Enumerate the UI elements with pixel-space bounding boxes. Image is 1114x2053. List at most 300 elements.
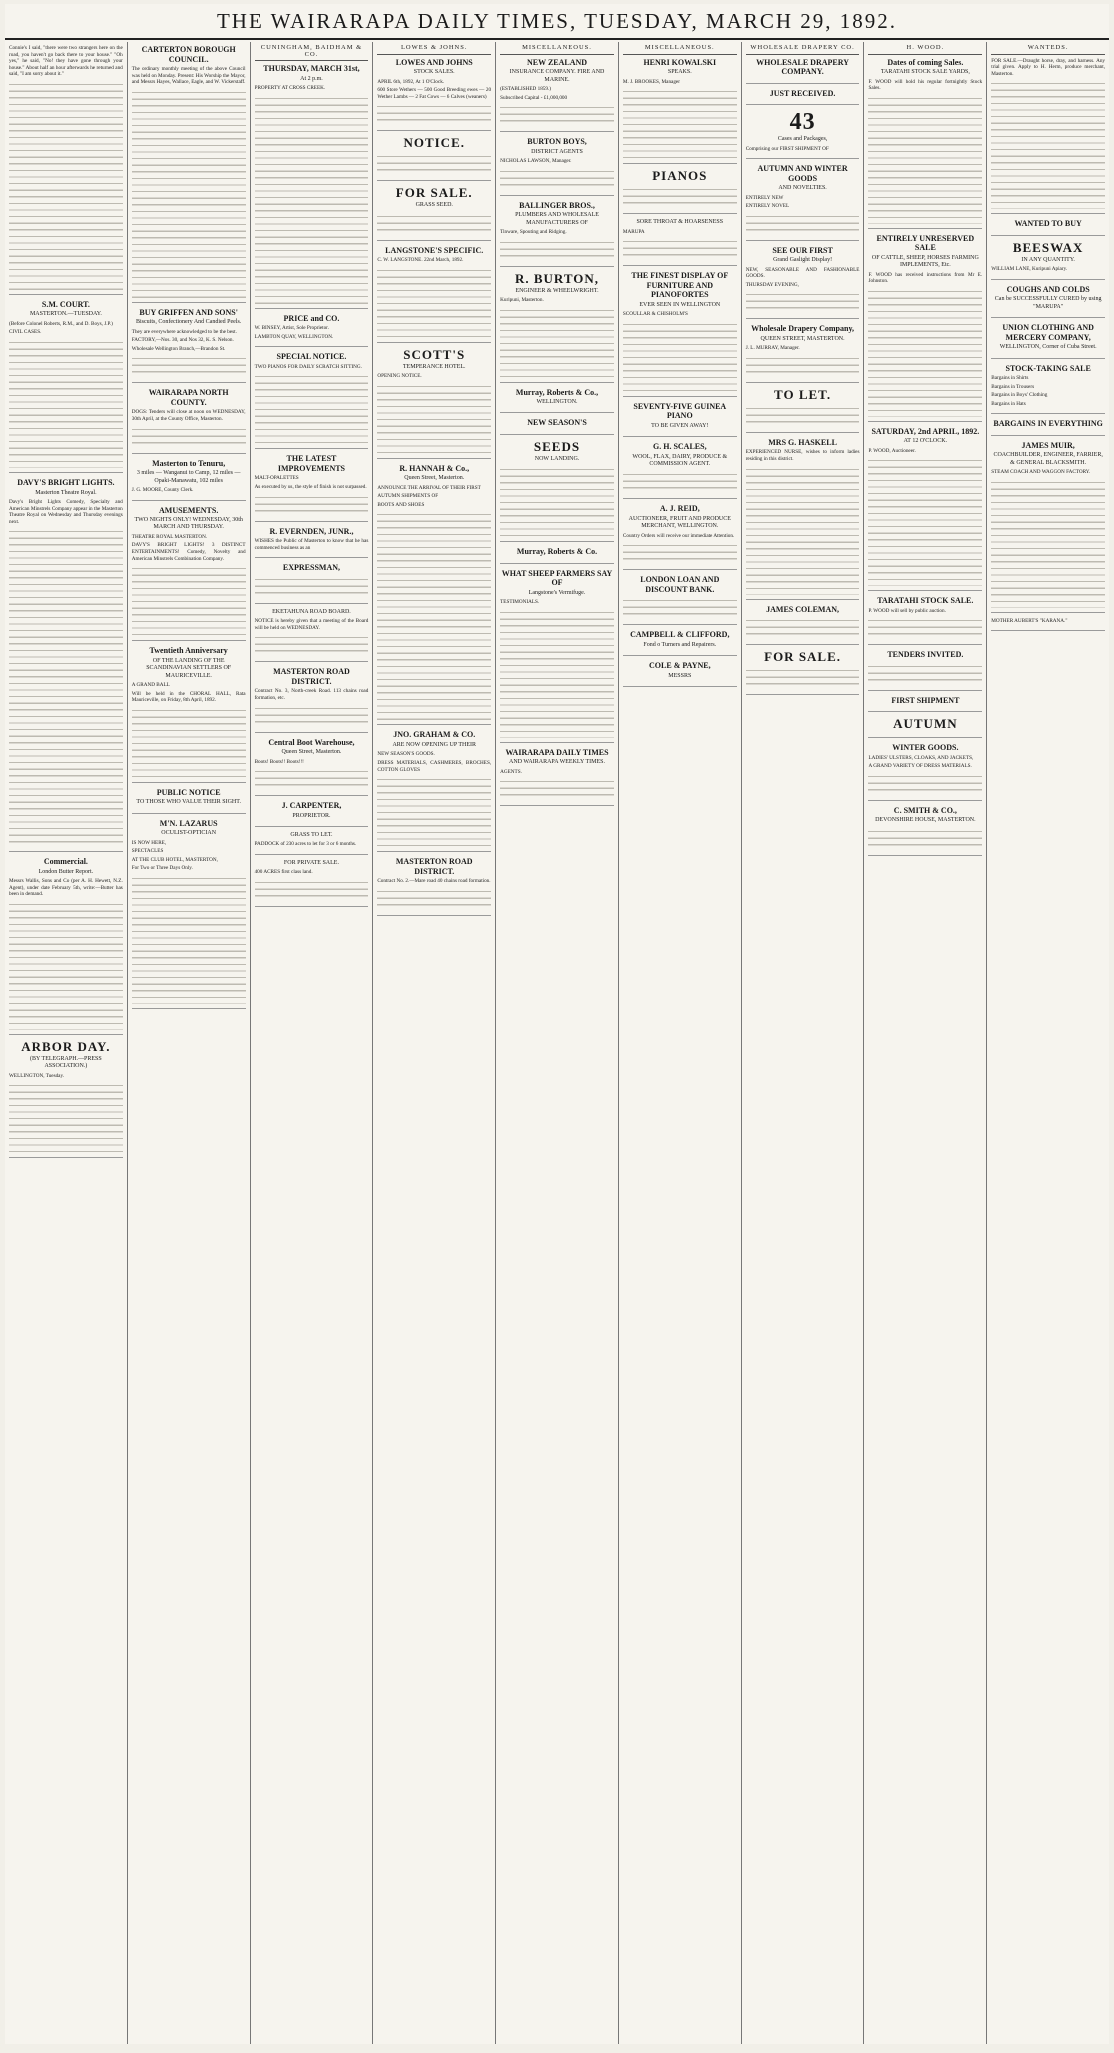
item-heading: WAIRARAPA NORTH COUNTY. (148, 388, 229, 407)
newspaper-page (5, 4, 1109, 2044)
advertisement (623, 271, 737, 397)
item-heading: SEEDS (533, 438, 581, 454)
item-heading: AMUSEMENTS. (159, 505, 219, 515)
item-text: NOTICE is hereby given that a meeting of the Board will be held on WEDNESDAY. (254, 618, 369, 631)
item-text: IS NOW HERE, (131, 839, 167, 846)
item-subheading: AND NOVELTIES. (778, 185, 827, 192)
advertisement (377, 58, 491, 132)
columns-container (5, 42, 1109, 2044)
item-subheading: WOOL, FLAX, DAIRY, PRODUCE & COMMISSION AGENT. (632, 453, 728, 467)
body-text-lines (255, 94, 369, 304)
column (128, 42, 251, 2044)
body-text-lines (255, 493, 369, 517)
item-subheading: Cases and Packages, (777, 136, 828, 143)
advertisement (255, 738, 369, 797)
item-text: DRESS MATERIALS, CASHMERES, BROCHES, COTTON GLOVES (377, 759, 492, 773)
item-text: 400 ACRES first class land. (254, 869, 313, 876)
item-subheading: TO BE GIVEN AWAY! (651, 422, 709, 429)
body-text-lines (623, 470, 737, 494)
item-heading: NOTICE. (403, 135, 465, 151)
column-heading: MISCELLANEOUS. (500, 45, 614, 55)
item-text: Bargains in Hats (991, 400, 1026, 407)
item-heading: JUST RECEIVED. (769, 88, 836, 98)
advertisement (255, 527, 369, 559)
item-text: Kuripuni, Masterton. (500, 296, 544, 303)
advertisement (623, 219, 737, 266)
item-heading: EXPRESSMAN, (282, 563, 341, 573)
item-text: Contract No. 3, North-creek Road. 113 chains road formation, etc. (254, 688, 369, 702)
column (864, 42, 987, 2044)
advertisement (9, 300, 123, 473)
advertisement (255, 563, 369, 604)
advertisement (500, 440, 614, 542)
item-text: Bargains in Boys' Clothing (991, 392, 1048, 399)
body-text-lines (868, 616, 982, 640)
item-text: Comprising our FIRST SHIPMENT OF (745, 145, 829, 152)
item-text: For Two or Three Days Only. (131, 865, 193, 872)
item-heading: WHOLESALE DRAPERY COMPANY. (756, 57, 849, 77)
item-heading: NEW ZEALAND (526, 57, 588, 67)
advertisement (868, 650, 982, 691)
item-heading: Murray, Roberts & Co. (516, 547, 598, 557)
advertisement (991, 323, 1105, 358)
advertisement (746, 164, 860, 241)
body-text-lines (868, 456, 982, 586)
advertisement (868, 596, 982, 645)
advertisement (132, 388, 246, 453)
item-heading: Dates of coming Sales. (887, 57, 964, 67)
item-subheading: Queen Street, Masterton. (404, 475, 465, 482)
advertisement (991, 241, 1105, 280)
body-text-lines (746, 465, 860, 595)
column-heading: WANTEDS. (991, 45, 1105, 55)
item-subheading: Masterton Theatre Royal. (35, 489, 97, 496)
item-subheading: MASTERTON.—TUESDAY. (29, 311, 102, 318)
item-subheading: MESSRS (668, 672, 692, 679)
advertisement (500, 201, 614, 267)
advertisement (868, 427, 982, 592)
item-text: THEATRE ROYAL MASTERTON. (131, 533, 208, 540)
item-text: MALT-OPALETTES (254, 475, 299, 482)
advertisement (132, 646, 246, 783)
item-heading: MRS G. HASKELL (768, 437, 837, 447)
item-heading: UNION CLOTHING AND MERCERY COMPANY, (1002, 323, 1094, 342)
item-text: P. WOOD, Auctioneer. (868, 447, 916, 454)
body-text-lines (255, 704, 369, 728)
advertisement (500, 748, 614, 807)
item-heading: WINTER GOODS. (892, 743, 959, 753)
item-text: They are everywhere acknowledged to be the best. (131, 328, 237, 335)
item-heading: SCOTT'S (403, 346, 466, 362)
item-text: A GRAND BALL (131, 681, 170, 688)
item-subheading: At 2 p.m. (300, 75, 323, 82)
body-text-lines (500, 238, 614, 262)
item-heading: C. SMITH & CO., (893, 805, 957, 815)
advertisement (868, 806, 982, 856)
item-text: W. BINSEY, Artist, Sole Proprietor. (254, 325, 329, 332)
item-text: TWO PIANOS FOR DAILY SCRATCH SITTING. (254, 363, 362, 370)
item-heading: WAIRARAPA DAILY TIMES (505, 747, 609, 757)
body-text-lines (746, 404, 860, 428)
advertisement (9, 857, 123, 1035)
item-text: LADIES' ULSTERS, CLOAKS, AND JACKETS, (868, 754, 974, 761)
body-text-lines (500, 167, 614, 191)
item-text: NICHOLAS LAWSON, Manager. (500, 158, 572, 164)
item-heading: TENDERS INVITED. (887, 650, 964, 660)
item-text: ANNOUNCE THE ARRIVAL OF THEIR FIRST (377, 484, 481, 491)
item-text: F. WOOD will hold his regular fortnightly Stock Sales. (868, 78, 983, 92)
advertisement (377, 246, 491, 343)
body-text-lines (868, 662, 982, 686)
body-text-lines (623, 237, 737, 261)
item-heading: SEVENTY-FIVE GUINEA PIANO (633, 401, 727, 421)
item-subheading: SPEAKS. (667, 69, 692, 76)
advertisement (623, 504, 737, 570)
item-heading: R. BURTON, (514, 270, 600, 286)
item-text: AGENTS. (500, 768, 522, 775)
advertisement (623, 58, 737, 165)
advertisement (991, 419, 1105, 436)
item-subheading: (BY TELEGRAPH.—PRESS ASSOCIATION.) (30, 1056, 102, 1070)
item-heading: THE LATEST IMPROVEMENTS (277, 454, 346, 473)
item-text: Contract No. 2.—Mare road 40 chains road formation. (377, 878, 491, 885)
item-subheading: OF CATTLE, SHEEP, HORSES FARMING IMPLEMENTS, Etc. (871, 254, 979, 269)
body-text-lines (9, 900, 123, 1030)
advertisement (255, 352, 369, 449)
item-heading: COLE & PAYNE, (649, 661, 711, 671)
item-subheading: FOR PRIVATE SALE. (283, 860, 339, 867)
advertisement (868, 234, 982, 422)
body-text-lines (623, 185, 737, 209)
advertisement (500, 547, 614, 564)
item-text: Davy's Bright Lights Comedy, Specialty and American Minstrels Company appear in the Masterton Theatre Royal on Wednesday and Thursday evenings next. (9, 498, 123, 525)
item-subheading: ARE NOW OPENING UP THEIR (392, 741, 477, 748)
body-text-lines (868, 94, 982, 224)
body-text-lines (500, 608, 614, 738)
item-text: WISHES the Public of Masterton to know that he has commenced business as an (254, 538, 369, 551)
advertisement (746, 605, 860, 646)
item-text: (ESTABLISHED 1859.) (500, 85, 552, 92)
item-subheading: QUEEN STREET, MASTERTON. (760, 335, 845, 342)
item-heading: FOR SALE. (764, 649, 842, 665)
body-text-lines (500, 103, 614, 127)
advertisement (746, 438, 860, 600)
item-heading: WHAT SHEEP FARMERS SAY OF (501, 568, 613, 588)
item-text: Boots! Boots!! Boots!!! (254, 758, 304, 765)
body-text-lines (377, 102, 491, 126)
item-heading: A. J. REID, (659, 504, 700, 514)
item-heading: STOCK-TAKING SALE (1005, 363, 1091, 373)
body-text-lines (132, 88, 246, 298)
advertisement (746, 246, 860, 320)
body-text-lines (746, 290, 860, 314)
body-text-lines (9, 338, 123, 468)
item-subheading: GRASS TO LET. (290, 832, 333, 839)
item-heading: PUBLIC NOTICE (156, 787, 221, 797)
item-subheading: Can be SUCCESSFULLY CURED by using "MARUPA" (994, 296, 1102, 310)
item-subheading: WELLINGTON, Corner of Cuba Street. (999, 344, 1097, 351)
column-heading: H. WOOD. (868, 45, 982, 55)
item-heading: TARATAHI STOCK SALE. (877, 596, 974, 606)
item-heading: J. CARPENTER, (281, 801, 342, 811)
body-text-lines (746, 212, 860, 236)
item-heading: TO LET. (774, 386, 832, 402)
item-text: Connie's I said, "there were two strangers here on the road, you haven't go back there to your house." "Oh yes," he said, "No! they have gone through your house." About half an hour afterwards he returned and said, "I am sorry about it." (9, 45, 123, 78)
item-heading: Murray, Roberts & Co., (515, 387, 599, 397)
column-heading: LOWES & JOHNS. (377, 45, 491, 55)
advertisement (9, 1040, 123, 1158)
advertisement (255, 832, 369, 855)
advertisement (377, 464, 491, 726)
body-text-lines (377, 510, 491, 720)
item-text: Messrs Wallis, Sons and Co (per A. H. Hewett, N.Z. Agent), under date February 5th, write:—Butter has been in demand. (9, 878, 123, 898)
item-subheading: WELLINGTON. (536, 399, 578, 405)
item-subheading: PROPRIETOR. (292, 812, 331, 819)
item-heading: G. H. SCALES, (653, 442, 707, 451)
item-heading: JAMES MUIR, (1021, 440, 1075, 450)
advertisement (255, 801, 369, 827)
body-text-lines (868, 772, 982, 796)
item-heading: ARBOR DAY. (21, 1039, 111, 1055)
item-text: MARUPA (622, 228, 645, 235)
newspaper-title: THE WAIRARAPA DAILY TIMES, TUESDAY, MARCH 29, 1892. (216, 8, 897, 33)
item-text: C. W. LANGSTONE. 22nd March, 1892. (377, 257, 464, 264)
item-heading: MASTERTON ROAD DISTRICT. (273, 667, 350, 686)
body-text-lines (991, 79, 1105, 209)
advertisement (500, 137, 614, 196)
item-heading: SEE OUR FIRST (772, 245, 833, 255)
advertisement (9, 45, 123, 295)
item-subheading: DEVONSHIRE HOUSE, MASTERTON. (875, 817, 976, 824)
body-text-lines (255, 767, 369, 791)
body-text-lines (377, 887, 491, 911)
column (987, 42, 1109, 2044)
item-subheading: NOW LANDING. (534, 455, 580, 462)
body-text-lines (500, 306, 614, 378)
item-heading: THURSDAY, MARCH 31st, (263, 64, 360, 74)
item-heading: JAMES COLEMAN, (766, 604, 840, 614)
item-subheading: Queen Street, Masterton. (281, 749, 342, 756)
column (251, 42, 374, 2044)
item-text: CIVIL CASES. (9, 329, 42, 336)
item-text: J. G. MOORE, County Clerk. (131, 486, 194, 493)
item-subheading: INSURANCE COMPANY. FIRE AND MARINE. (509, 69, 605, 83)
item-heading: COUGHS AND COLDS (1006, 284, 1090, 294)
body-text-lines (132, 706, 246, 778)
item-subheading: SORE THROAT & HOARSENESS (636, 219, 724, 226)
item-heading: CARTERTON BOROUGH COUNCIL. (141, 45, 236, 64)
item-subheading: Langstone's Vermifuge. (528, 589, 586, 596)
item-heading: AUTUMN AND WINTER GOODS (757, 164, 848, 183)
body-text-lines (132, 354, 246, 378)
advertisement (623, 169, 737, 214)
item-heading: FIRST SHIPMENT (891, 695, 960, 705)
item-heading: Wholesale Drapery Company, (751, 324, 855, 334)
advertisement (255, 64, 369, 309)
advertisement (500, 272, 614, 383)
item-subheading: EKETAHUNA ROAD BOARD. (272, 608, 351, 615)
advertisement (991, 58, 1105, 215)
body-text-lines (9, 1081, 123, 1153)
column (496, 42, 619, 2044)
column-heading: CUNINGHAM, BAIDHAM & CO. (255, 45, 369, 61)
item-text: BOOTS AND SHOES (377, 501, 425, 508)
item-subheading: AT 12 O'CLOCK. (903, 438, 948, 445)
advertisement (746, 388, 860, 433)
advertisement (132, 459, 246, 501)
item-text: EXPERIENCED NURSE, wishes to inform ladies residing in this district. (745, 449, 860, 462)
item-subheading: STOCK SALES. (413, 69, 455, 76)
advertisement (132, 819, 246, 1009)
item-text: J. L. MURRAY, Manager. (745, 345, 800, 352)
advertisement (746, 89, 860, 106)
body-text-lines (132, 425, 246, 449)
item-text: LAMBTON QUAY, WELLINGTON. (254, 333, 334, 340)
item-subheading: Fond o Turners and Repairers. (643, 641, 717, 648)
advertisement (500, 58, 614, 133)
item-text: Will be held in the CHORAL HALL, Rata Mauriceville, on Friday, 8th April, 1892. (131, 690, 246, 704)
body-text-lines (868, 827, 982, 851)
item-text: (Before Colonel Roberts, R.M., and D. Boys, J.P.) (9, 320, 113, 327)
body-text-lines (377, 152, 491, 176)
body-text-lines (255, 575, 369, 599)
item-heading: WANTED TO BUY (1014, 219, 1082, 229)
column (742, 42, 865, 2044)
item-heading: LANGSTONE'S SPECIFIC. (385, 245, 484, 255)
item-text: MOTHER AUBERT'S "KARANA." (991, 617, 1068, 624)
item-heading: ENTIRELY UNRESERVED SALE (876, 233, 975, 253)
item-text: TESTIMONIALS. (500, 599, 540, 606)
item-heading: Commercial. (43, 857, 88, 867)
item-text: P. WOOD will sell by public auction. (868, 607, 946, 614)
item-subheading: IN ANY QUANTITY. (1021, 256, 1075, 263)
item-text: Bargains in Trousers (991, 383, 1035, 390)
item-subheading: GRASS SEED. (415, 202, 453, 209)
advertisement (746, 324, 860, 383)
item-heading: M'N. LAZARUS (159, 818, 218, 828)
body-text-lines (991, 478, 1105, 608)
advertisement (991, 441, 1105, 613)
item-subheading: Grand Gaslight Display! (773, 257, 833, 264)
item-text: NEW SEASON'S GOODS. (377, 751, 435, 758)
item-heading: BEESWAX (1012, 239, 1084, 255)
item-heading: BALLINGER BROS., (519, 200, 595, 210)
item-heading: PRICE and CO. (283, 313, 340, 323)
advertisement (377, 730, 491, 852)
advertisement (500, 418, 614, 435)
item-heading: Central Boot Warehouse, (268, 737, 355, 747)
advertisement (255, 609, 369, 663)
advertisement (132, 788, 246, 814)
item-text: A GRAND VARIETY OF DRESS MATERIALS. (868, 763, 972, 770)
item-text: The ordinary monthly meeting of the above Council was held on Monday. Present: His Worship the Mayor, and Messrs Hayes, Wallace, Eagle, and W. Vickerstaff. (131, 66, 246, 86)
column (619, 42, 742, 2044)
column-heading: WHOLESALE DRAPERY CO. (746, 45, 860, 55)
advertisement (132, 506, 246, 642)
item-heading: CAMPBELL & CLIFFORD, (630, 630, 730, 640)
advertisement (623, 661, 737, 687)
item-text: DAVY'S BRIGHT LIGHTS! 3 DISTINCT ENTERTAINMENTS! Comedy, Novelty and American Minstrels Combination Company. (131, 542, 246, 562)
item-text: SPECTACLES (131, 848, 164, 855)
advertisement (500, 388, 614, 414)
item-heading: AUTUMN (893, 716, 958, 732)
body-text-lines (868, 287, 982, 417)
item-subheading: London Butter Report. (38, 868, 94, 875)
item-subheading: TWO NIGHTS ONLY! WEDNESDAY, 30th MARCH AND THURSDAY. (134, 517, 243, 531)
advertisement (255, 454, 369, 521)
advertisement (132, 45, 246, 303)
item-text: Tinware, Spouting and Ridging. (500, 228, 567, 235)
item-heading: HENRI KOWALSKI (643, 57, 717, 67)
item-text: STEAM COACH AND WAGGON FACTORY. (991, 469, 1091, 476)
item-heading: S.M. COURT. (41, 299, 90, 309)
item-heading: Masterton to Tenuru, (152, 458, 226, 468)
body-text-lines (500, 465, 614, 537)
advertisement (991, 364, 1105, 415)
item-subheading: TO THOSE WHO VALUE THEIR SIGHT. (136, 799, 241, 806)
body-text-lines (623, 87, 737, 159)
item-heading: BARGAINS IN EVERYTHING (993, 419, 1103, 429)
advertisement (255, 667, 369, 732)
item-subheading: EVER SEEN IN WELLINGTON (639, 301, 721, 308)
item-text: OPENING NOTICE. (377, 373, 422, 380)
advertisement (868, 743, 982, 801)
body-text-lines (9, 527, 123, 847)
item-subheading: DISTRICT AGENTS (531, 148, 583, 155)
advertisement (377, 186, 491, 240)
item-text: PADDOCK of 230 acres to let for 3 or 6 months. (254, 841, 357, 848)
advertisement (500, 569, 614, 743)
masthead (5, 4, 1109, 40)
item-text: WILLIAM LANE, Kuripuni Apiary. (991, 266, 1068, 273)
body-text-lines (500, 777, 614, 801)
item-heading: 43 (789, 109, 816, 136)
item-text: ENTIRELY NEW (745, 194, 784, 201)
body-text-lines (623, 596, 737, 620)
item-text: As executed by us, the style of finish is not surpassed. (254, 484, 367, 491)
item-text: Wholesale Wellington Branch,—Brandon St. (131, 345, 226, 352)
item-subheading: ENGINEER & WHEELWRIGHT. (515, 287, 599, 294)
item-text: Bargains in Shirts (991, 375, 1029, 382)
item-heading: BUY GRIFFEN AND SONS' (139, 307, 238, 317)
body-text-lines (746, 354, 860, 378)
item-heading: SPECIAL NOTICE. (276, 352, 347, 362)
item-heading: THE FINEST DISPLAY OF FURNITURE AND PIANOFORTES (631, 271, 729, 300)
item-text: NEW, SEASONABLE AND FASHIONABLE GOODS. (745, 266, 860, 280)
item-text: DOGS: Tenders will close at noon on WEDNESDAY, 30th April, at the County Office, Masterton. (131, 409, 246, 423)
item-subheading: 3 miles — Wanganui to Camp, 12 miles — Opaki-Manawatu, 102 miles (136, 470, 241, 484)
body-text-lines (255, 372, 369, 444)
item-text: AT THE CLUB HOTEL, MASTERTON, (131, 856, 218, 863)
item-heading: Twentieth Anniversary (149, 646, 228, 656)
advertisement (623, 402, 737, 437)
advertisement (746, 58, 860, 84)
item-text: 600 Store Wethers — 500 Good Breeding ewes — 20 Wether Lambs — 2 Fat Cows — 6 Calves (weaners) (377, 87, 492, 100)
item-text: M. J. BROOKES, Manager (622, 78, 680, 85)
column (5, 42, 128, 2044)
advertisement (991, 618, 1105, 632)
body-text-lines (746, 616, 860, 640)
body-text-lines (377, 266, 491, 338)
item-heading: MASTERTON ROAD DISTRICT. (395, 857, 473, 876)
item-text: AUTUMN SHIPMENTS OF (377, 493, 439, 500)
advertisement (377, 136, 491, 181)
item-text: APRIL 6th, 1892, At 1 O'Clock. (377, 78, 445, 85)
advertisement (623, 442, 737, 499)
item-heading: R. EVERNDEN, JUNR., (269, 526, 354, 536)
advertisement (377, 348, 491, 459)
advertisement (623, 630, 737, 656)
